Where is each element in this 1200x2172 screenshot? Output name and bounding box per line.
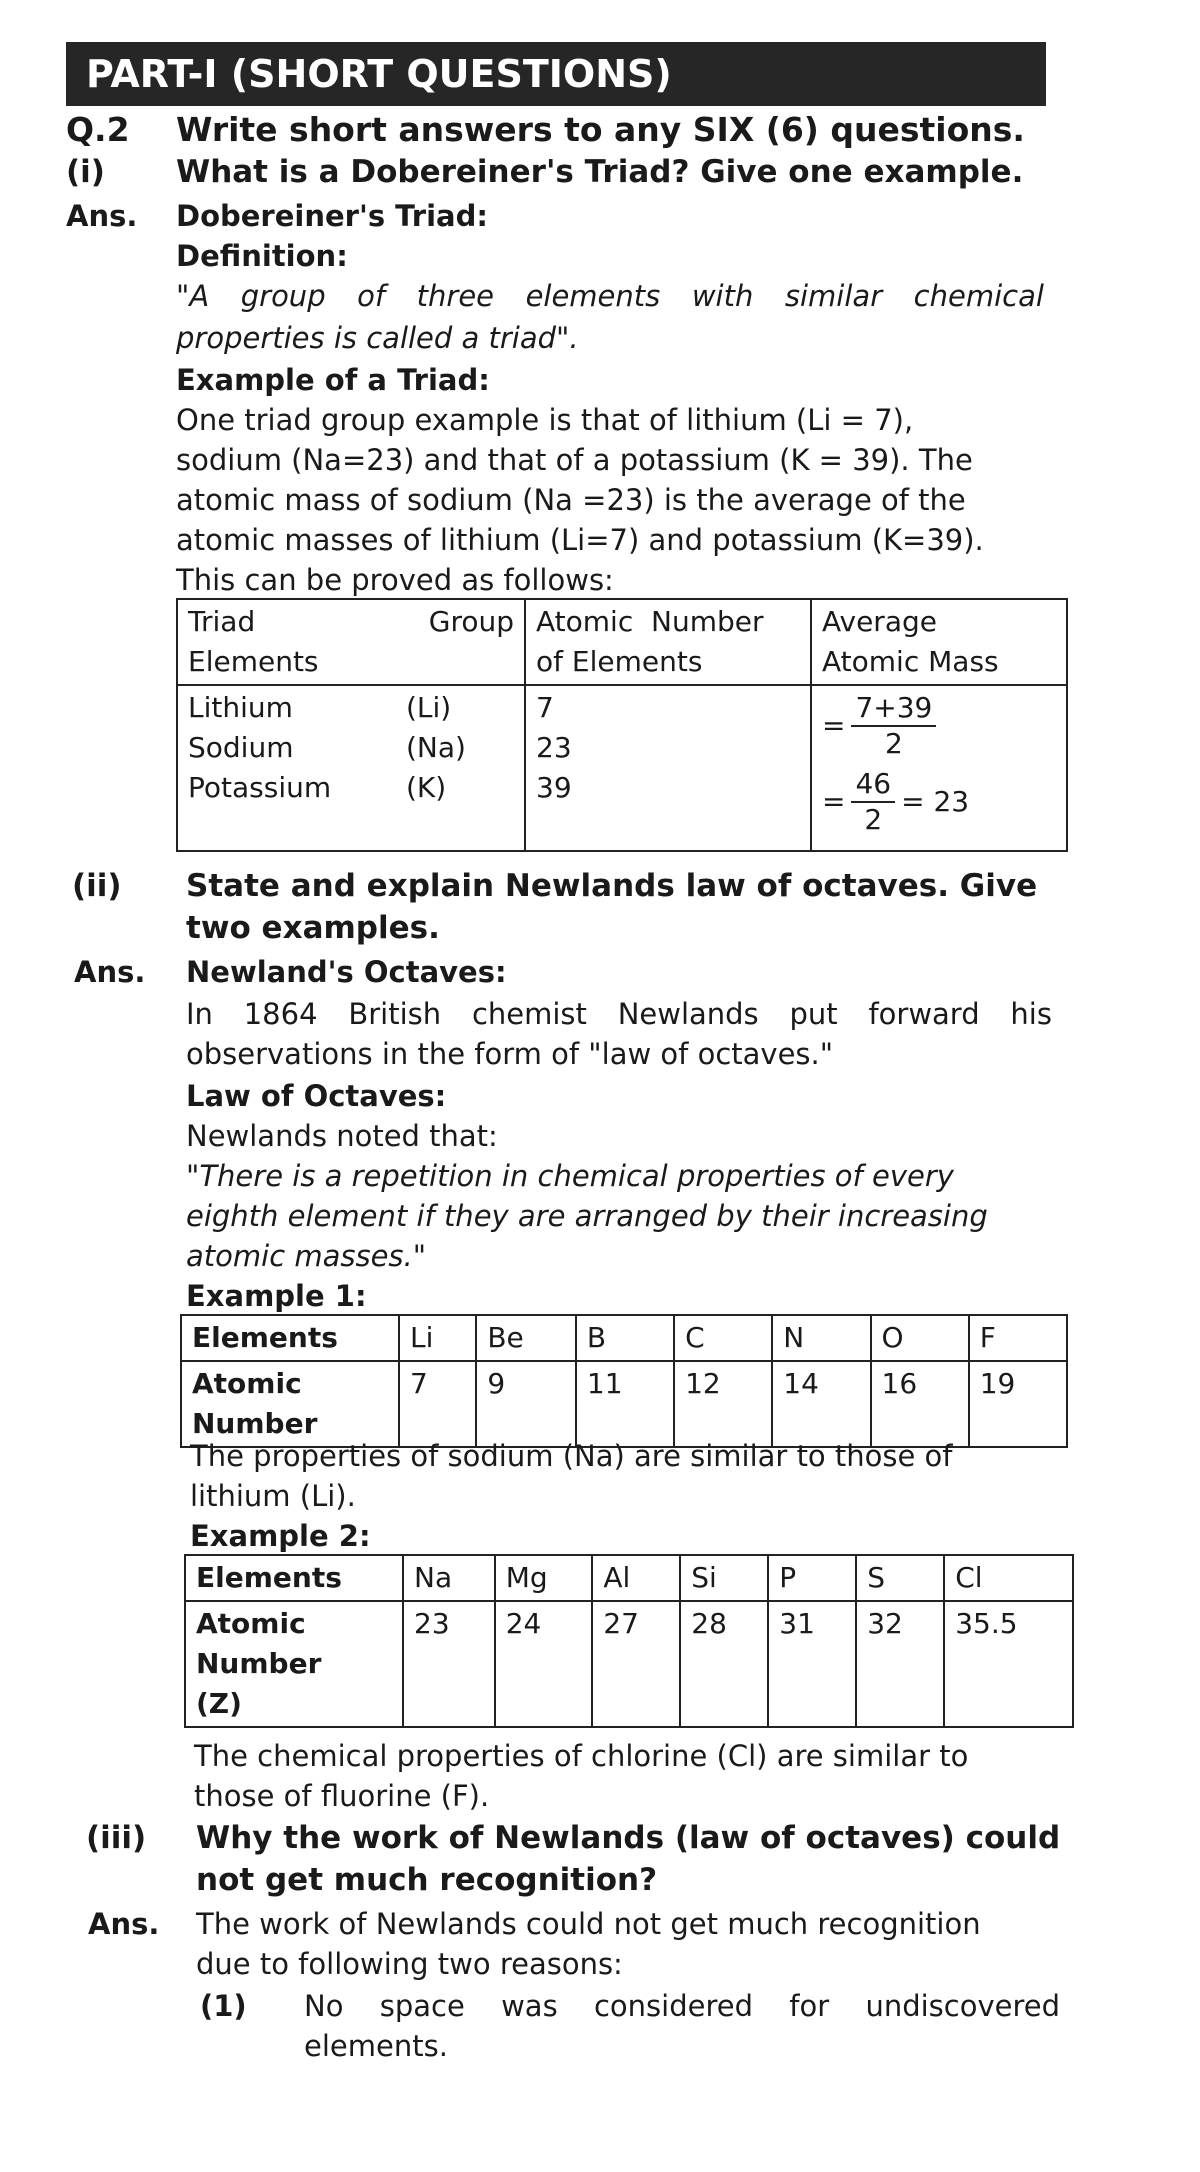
average-equation [822,764,1056,840]
header-elements: Elements [188,645,319,678]
element-cell: P [768,1555,856,1601]
subquestion-number: (ii) [72,868,122,904]
answer-line: due to following two reasons: [196,1947,623,1981]
element-name: Potassium [188,771,332,804]
row-label-line: Atomic [192,1367,302,1400]
number-cell: 14 [772,1361,870,1447]
number-cell: 31 [768,1601,856,1727]
table-row [185,1555,1073,1601]
equals-sign: = [822,709,846,742]
table-cell [811,685,1067,851]
table-header-cell [177,599,525,685]
element-cell: F [969,1315,1067,1361]
element-symbol: (Li) [406,691,452,724]
subquestion-text: not get much recognition? [196,1862,658,1898]
law-statement-line: "There is a repetition in chemical properties of every [186,1159,954,1193]
answer-line: The work of Newlands could not get much recognition [196,1907,981,1941]
element-cell: Al [592,1555,680,1601]
element-cell: Cl [944,1555,1073,1601]
element-cell: Na [403,1555,495,1601]
table-row [177,599,1067,685]
number-cell: 11 [576,1361,674,1447]
section-banner: PART-I (SHORT QUESTIONS) [66,42,1046,106]
header-atomic-mass: Atomic Mass [822,645,999,678]
fraction-denominator: 2 [885,727,903,760]
element-cell: Mg [495,1555,593,1601]
example-text-line: This can be proved as follows: [176,563,614,597]
example-1-note: The properties of sodium (Na) are similar to those of [190,1439,953,1473]
number-cell: 23 [403,1601,495,1727]
row-label: Elements [185,1555,403,1601]
atomic-number: 23 [536,731,572,764]
answer-label: Ans. [88,1907,160,1941]
fraction [851,691,936,761]
header-atomic-number: Atomic Number [536,605,764,638]
number-cell: 27 [592,1601,680,1727]
law-statement-line: eighth element if they are arranged by their increasing [186,1199,988,1233]
equation-result: = 23 [901,785,970,818]
example-2-note: those of fluorine (F). [194,1779,490,1813]
example-1-table [180,1314,1068,1448]
element-cell: Si [680,1555,768,1601]
element-cell: S [856,1555,944,1601]
row-label-line: (Z) [196,1687,242,1720]
row-label [181,1361,399,1447]
number-cell: 35.5 [944,1601,1073,1727]
reason-number: (1) [200,1989,247,2023]
element-cell: C [674,1315,772,1361]
reason-line: No space was considered for undiscovered [304,1989,1060,2023]
number-cell: 12 [674,1361,772,1447]
reason-line: elements. [304,2029,448,2063]
table-cell [525,685,811,851]
element-cell: O [871,1315,969,1361]
intro-line: In 1864 British chemist Newlands put forward his [186,997,1052,1031]
number-cell: 16 [871,1361,969,1447]
triad-table [176,598,1068,852]
example-1-note: lithium (Li). [190,1479,356,1513]
example-text-line: sodium (Na=23) and that of a potassium (K = 39). The [176,443,973,477]
average-equation [822,688,1056,764]
example-text-line: One triad group example is that of lithium (Li = 7), [176,403,914,437]
row-label-line: Atomic [196,1607,306,1640]
number-cell: 19 [969,1361,1067,1447]
subquestion-text: Why the work of Newlands (law of octaves) could [196,1820,1061,1856]
answer-label: Ans. [74,955,146,989]
header-of-elements: of Elements [536,645,703,678]
number-cell: 7 [399,1361,476,1447]
atomic-number: 7 [536,691,554,724]
definition-heading: Definition: [176,239,348,273]
definition-line: properties is called a triad". [176,321,579,355]
number-cell: 32 [856,1601,944,1727]
atomic-number: 39 [536,771,572,804]
element-cell: N [772,1315,870,1361]
subquestion-text: State and explain Newlands law of octaves. Give [186,868,1038,904]
fraction [851,767,895,837]
law-statement-line: atomic masses." [186,1239,427,1273]
law-intro: Newlands noted that: [186,1119,498,1153]
table-row [177,685,1067,851]
law-heading: Law of Octaves: [186,1079,447,1113]
fraction-numerator: 46 [851,767,895,803]
element-name: Sodium [188,731,294,764]
element-cell: Li [399,1315,476,1361]
table-row [181,1315,1067,1361]
number-cell: 24 [495,1601,593,1727]
example-2-heading: Example 2: [190,1519,371,1553]
element-name: Lithium [188,691,293,724]
table-header-cell [525,599,811,685]
header-group: Group [428,605,514,638]
header-average: Average [822,605,937,638]
answer-heading: Newland's Octaves: [186,955,507,989]
example-1-heading: Example 1: [186,1279,367,1313]
question-number: Q.2 [66,110,130,149]
header-triad: Triad [188,605,256,638]
example-2-table [184,1554,1074,1728]
element-cell: B [576,1315,674,1361]
element-cell: Be [476,1315,576,1361]
answer-label: Ans. [66,199,138,233]
intro-line: observations in the form of "law of octaves." [186,1037,834,1071]
number-cell: 28 [680,1601,768,1727]
row-label-line: Number [196,1647,322,1680]
question-instruction: Write short answers to any SIX (6) questions. [176,110,1025,149]
subquestion-number: (iii) [86,1820,147,1856]
table-row [181,1361,1067,1447]
row-label-line: Number [192,1407,318,1440]
number-cell: 9 [476,1361,576,1447]
example-text-line: atomic masses of lithium (Li=7) and potassium (K=39). [176,523,984,557]
element-symbol: (K) [406,771,447,804]
fraction-denominator: 2 [864,803,883,836]
answer-heading: Dobereiner's Triad: [176,199,488,233]
table-row [185,1601,1073,1727]
row-label [185,1601,403,1727]
subquestion-text: What is a Dobereiner's Triad? Give one example. [176,154,1024,190]
example-2-note: The chemical properties of chlorine (Cl) are similar to [194,1739,969,1773]
subquestion-text: two examples. [186,910,440,946]
subquestion-number: (i) [66,154,105,190]
equals-sign: = [822,785,846,818]
fraction-numerator: 7+39 [851,691,936,727]
element-symbol: (Na) [406,731,466,764]
example-heading: Example of a Triad: [176,363,490,397]
table-header-cell [811,599,1067,685]
definition-line: "A group of three elements with similar chemical [176,279,1044,313]
example-text-line: atomic mass of sodium (Na =23) is the average of the [176,483,966,517]
table-cell [177,685,525,851]
row-label: Elements [181,1315,399,1361]
